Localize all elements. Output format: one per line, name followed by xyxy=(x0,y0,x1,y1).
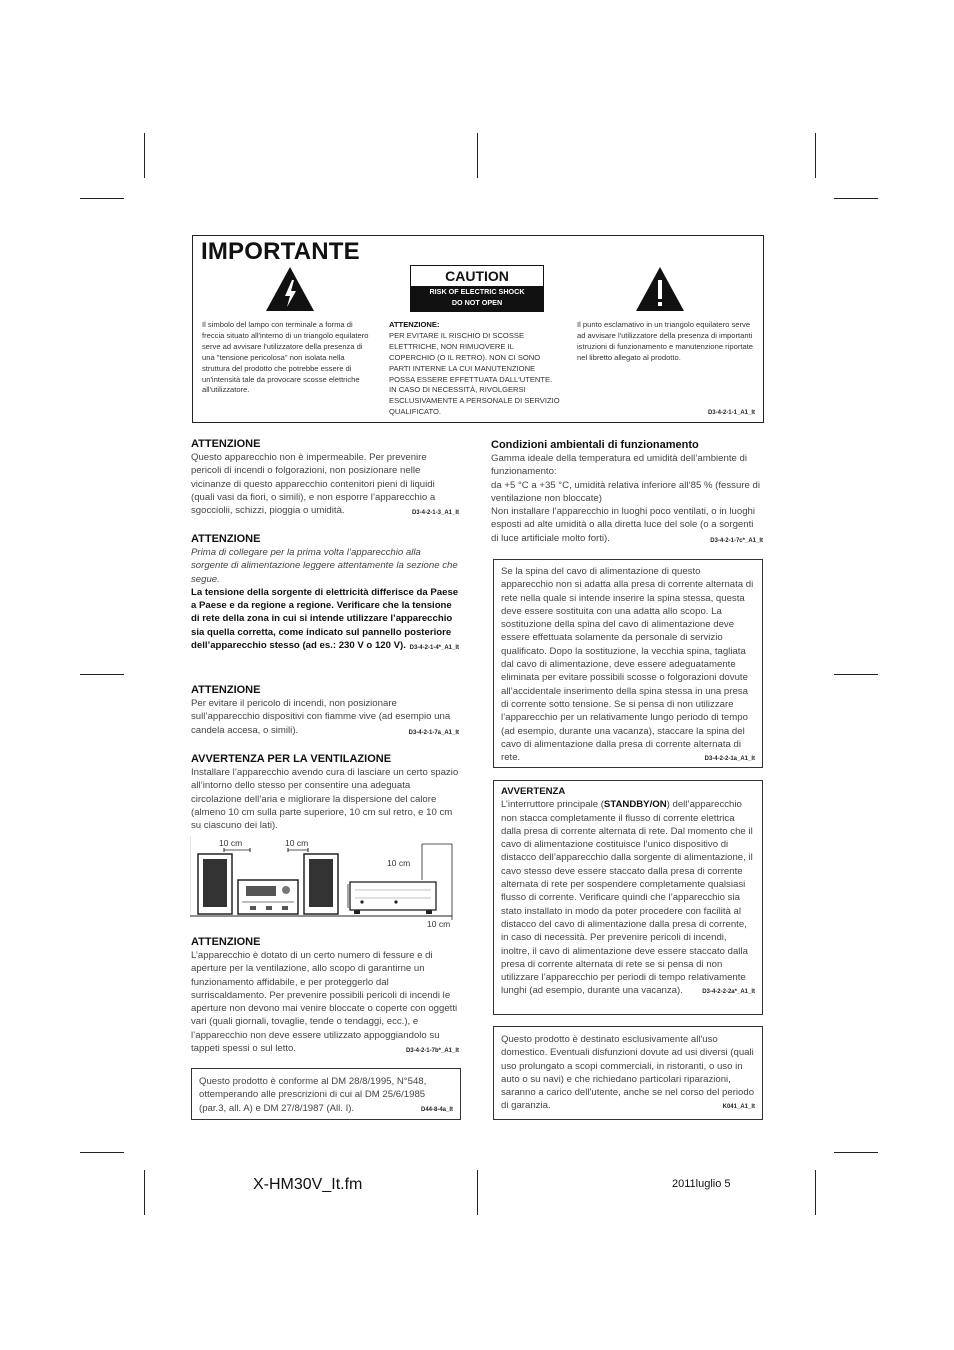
crop-mark xyxy=(144,133,145,178)
caution-text: PER EVITARE IL RISCHIO DI SCOSSE ELETTRICHE, NON RIMUOVERE IL COPERCHIO (O IL RETRO). NON CI SONO PARTI INTERNE LA CUI MANUTENZIONE POSSA ESSERE EFFETTUATA DALL'UTENTE. IN CASO DI NECESSITÀ, RIVOLGERSI ESCLUSIVAMENTE A PERSONALE DI SERVIZIO QUALIFICATO. xyxy=(389,330,560,417)
ventilation-diagram xyxy=(190,836,462,932)
dimension-label-top: 10 cm xyxy=(387,858,411,868)
footer-filename: X-HM30V_It.fm xyxy=(253,1176,363,1193)
section-text-1: Gamma ideale della temperatura ed umidità dell’ambiente di funzionamento: xyxy=(491,453,747,478)
section-heading: Condizioni ambientali di funzionamento xyxy=(491,439,699,451)
footer-date: 2011luglio 5 xyxy=(672,1178,731,1190)
section-code: D3-4-2-1-1_A1_It xyxy=(707,410,755,416)
plug-replacement-box xyxy=(493,559,763,768)
crop-mark xyxy=(80,1152,124,1153)
crop-mark xyxy=(834,1152,878,1153)
crop-mark xyxy=(834,674,878,675)
importante-box xyxy=(192,235,764,423)
caution-heading: ATTENZIONE: xyxy=(389,320,440,329)
section-code: D3-4-2-2-2a*_A1_It xyxy=(702,989,755,996)
lightning-warning-icon xyxy=(265,266,315,312)
section-code: D3-4-2-1-4*_A1_It xyxy=(409,645,459,652)
box-text: Se la spina del cavo di alimentazione di questo apparecchio non si adatta alla presa di corrente alternata di rete nella quale si intende inserire la spina stessa, questa deve essere sostituita con una adatta allo scopo. La sostituzione della spina del cavo di alimentazione deve essere effettuata solamente da personale di servizio qualificato. Dopo la sostituzione, la vecchia spina, tagliata dal cavo di alimentazione, deve essere adeguatamente eliminata per evitare possibili scosse o folgorazioni dovute all’accidentale inserimento della spina stessa in una presa di corrente sotto tensione. Se si pensa di non utilizzare l’apparecchio per un relativamente lungo periodo di tempo (ad esempio, durante una vacanza), staccare la spina del cavo di alimentazione dalla presa di corrente alternata di rete. xyxy=(501,566,754,764)
ventilation-section xyxy=(191,752,461,832)
box-text-before: L’interruttore principale ( xyxy=(501,799,604,811)
box-heading: AVVERTENZA xyxy=(501,786,566,797)
section-text: L’apparecchio è dotato di un certo numero di fessure e di aperture per la ventilazione, allo scopo di garantirne un funzionamento affidabile, e per proteggerlo dal surriscaldamento. Per prevenire possibili pericoli di incendi le aperture non devono mai venire bloccate o coperte con oggetti vari (quali giornali, tovaglie, tende o tendaggi, ecc.), e l’apparecchio non deve essere utilizzato appoggiandolo su tappeti spessi o sul letto. xyxy=(191,950,458,1055)
crop-mark xyxy=(477,133,478,178)
box-text-after: ) dell’apparecchio non stacca completamente il flusso di corrente elettrica dalla presa di corrente alternata di rete. Dal momento che il cavo di alimentazione costituisce l’unico dispositivo di distacco dell’apparecchio dalla sorgente di alimentazione, il cavo stesso deve essere staccato dalla presa di corrente alternata di rete per sospendere completamente qualsiasi flusso di corrente. Verificare quindi che l’apparecchio sia stato installato in modo da poter procedere con facilità al distacco del cavo di alimentazione dalla presa di corrente, in caso di necessità. Per prevenire pericoli di incendi, inoltre, il cavo di alimentazione deve essere staccato dalla presa di corrente alternata di rete se si pensa di non utilizzare l’apparecchio per periodi di tempo relativamente lunghi (ad esempio, durante una vacanza). xyxy=(501,799,753,997)
avvertenza-box xyxy=(493,780,763,1015)
section-text-3: Non installare l’apparecchio in luoghi poco ventilati, o in luoghi esposti ad alte umidità o alla diretta luce del sole (o a sorgenti di luce artificiale molto forti). xyxy=(491,506,755,544)
attenzione-voltage-section xyxy=(191,532,459,655)
compliance-box xyxy=(191,1068,461,1120)
dimension-label-middle: 10 cm xyxy=(285,838,309,848)
section-code: K041_A1_It xyxy=(722,1104,755,1111)
operating-conditions-section xyxy=(491,438,763,548)
section-code: D3-4-2-1-3_A1_It xyxy=(411,510,459,517)
domestic-use-box xyxy=(493,1026,763,1120)
section-text: Installare l’apparecchio avendo cura di lasciare un certo spazio all’intorno dello stesso per consentire una adeguata circolazione dell’aria e migliorare la dispersione del calore (almeno 10 cm sulla parte superiore, 10 cm sul retro, e 10 cm su ciascuno dei lati). xyxy=(191,767,459,832)
dimension-label-back: 10 cm xyxy=(427,919,451,929)
dimension-label-left: 10 cm xyxy=(219,838,243,848)
section-code: D3-4-2-1-7a_A1_It xyxy=(408,729,459,736)
caution-title: CAUTION xyxy=(445,268,509,284)
exclamation-description: Il punto esclamativo in un triangolo equilatero serve ad avvisare l'utilizzatore della presenza di importanti istruzioni di funzionamento e manutenzione riportate nel libretto allegato al prodotto. xyxy=(577,320,754,362)
box-text: Questo prodotto è destinato esclusivamente all'uso domestico. Eventuali disfunzioni dovute ad usi diversi (quali uso prolungato a scopi commerciali, in ristoranti, o uso in auto o su navi) e che richiedano particolari riparazioni, saranno a carico dell'utente, anche se nel corso del periodo di garanzia. xyxy=(501,1034,755,1112)
section-heading: ATTENZIONE xyxy=(191,684,261,696)
crop-mark xyxy=(80,198,124,199)
section-bold-text: La tensione della sorgente di elettricità differisce da Paese a Paese e da regione a regione. Verificare che la tensione di rete della zona in cui si intende utilizzare l’apparecchio sia quella corretta, come indicato sul pannello posteriore dell’apparecchio stesso (ad es.: 230 V o 120 V). xyxy=(191,586,459,652)
caution-line-2: DO NOT OPEN xyxy=(451,297,503,307)
section-code: D44-8-4a_It xyxy=(420,1106,453,1113)
box-text: Questo prodotto è conforme al DM 28/8/1995, N°548, ottemperando alle prescrizioni di cui al DM 25/6/1985 (par.3, all. A) e DM 27/8/1987 (All. I). xyxy=(199,1076,427,1114)
caution-label xyxy=(410,265,544,312)
section-italic-text: Prima di collegare per la prima volta l’apparecchio alla sorgente di alimentazione leggere attentamente la sezione che segue. xyxy=(191,547,458,585)
lightning-description: Il simbolo del lampo con terminale a forma di freccia situato all'interno di un triangolo equilatero serve ad avvisare l'utilizzatore della presenza di una "tensione pericolosa" non isolata nella struttura del prodotto che potrebbe essere di un'intensità tale da provocare scosse elettriche all'utilizzatore. xyxy=(202,320,369,395)
caution-description xyxy=(389,320,561,418)
section-text-2: da +5 °C a +35 °C, umidità relativa inferiore all‘85 % (fessure di ventilazione non bloccate) xyxy=(491,479,760,504)
attenzione-water-section xyxy=(191,437,459,520)
section-heading: AVVERTENZA PER LA VENTILAZIONE xyxy=(191,753,392,765)
crop-mark xyxy=(834,198,878,199)
crop-mark xyxy=(80,674,124,675)
crop-mark xyxy=(815,133,816,178)
page-title: IMPORTANTE xyxy=(201,238,360,265)
section-heading: ATTENZIONE xyxy=(191,533,261,545)
section-text: Questo apparecchio non è impermeabile. Per prevenire pericoli di incendi o folgorazioni, non posizionare nelle vicinanze di questo apparecchio contenitori pieni di liquidi (quali vasi da fiori, o simili), e non esporre l’apparecchio a sgocciolii, schizzi, pioggia o umidità. xyxy=(191,452,436,517)
section-code: D3-4-2-2-1a_A1_It xyxy=(704,756,755,763)
section-heading: ATTENZIONE xyxy=(191,936,261,948)
caution-subtitle xyxy=(411,286,543,311)
standby-on-label: STANDBY/ON xyxy=(603,799,667,811)
attenzione-openings-section xyxy=(191,935,459,1058)
caution-line-1: RISK OF ELECTRIC SHOCK xyxy=(429,287,525,296)
crop-mark xyxy=(477,1170,478,1215)
section-text: Per evitare il pericolo di incendi, non posizionare sull’apparecchio dispositivi con fiamme vive (ad esempio una candela accesa, o simili). xyxy=(191,698,451,736)
section-code: D3-4-2-1-7b*_A1_It xyxy=(405,1048,459,1055)
section-code: D3-4-2-1-7c*_A1_It xyxy=(710,537,763,544)
crop-mark xyxy=(815,1170,816,1215)
exclamation-warning-icon xyxy=(635,266,685,312)
crop-mark xyxy=(144,1170,145,1215)
section-heading: ATTENZIONE xyxy=(191,438,261,450)
attenzione-fire-section xyxy=(191,683,459,740)
